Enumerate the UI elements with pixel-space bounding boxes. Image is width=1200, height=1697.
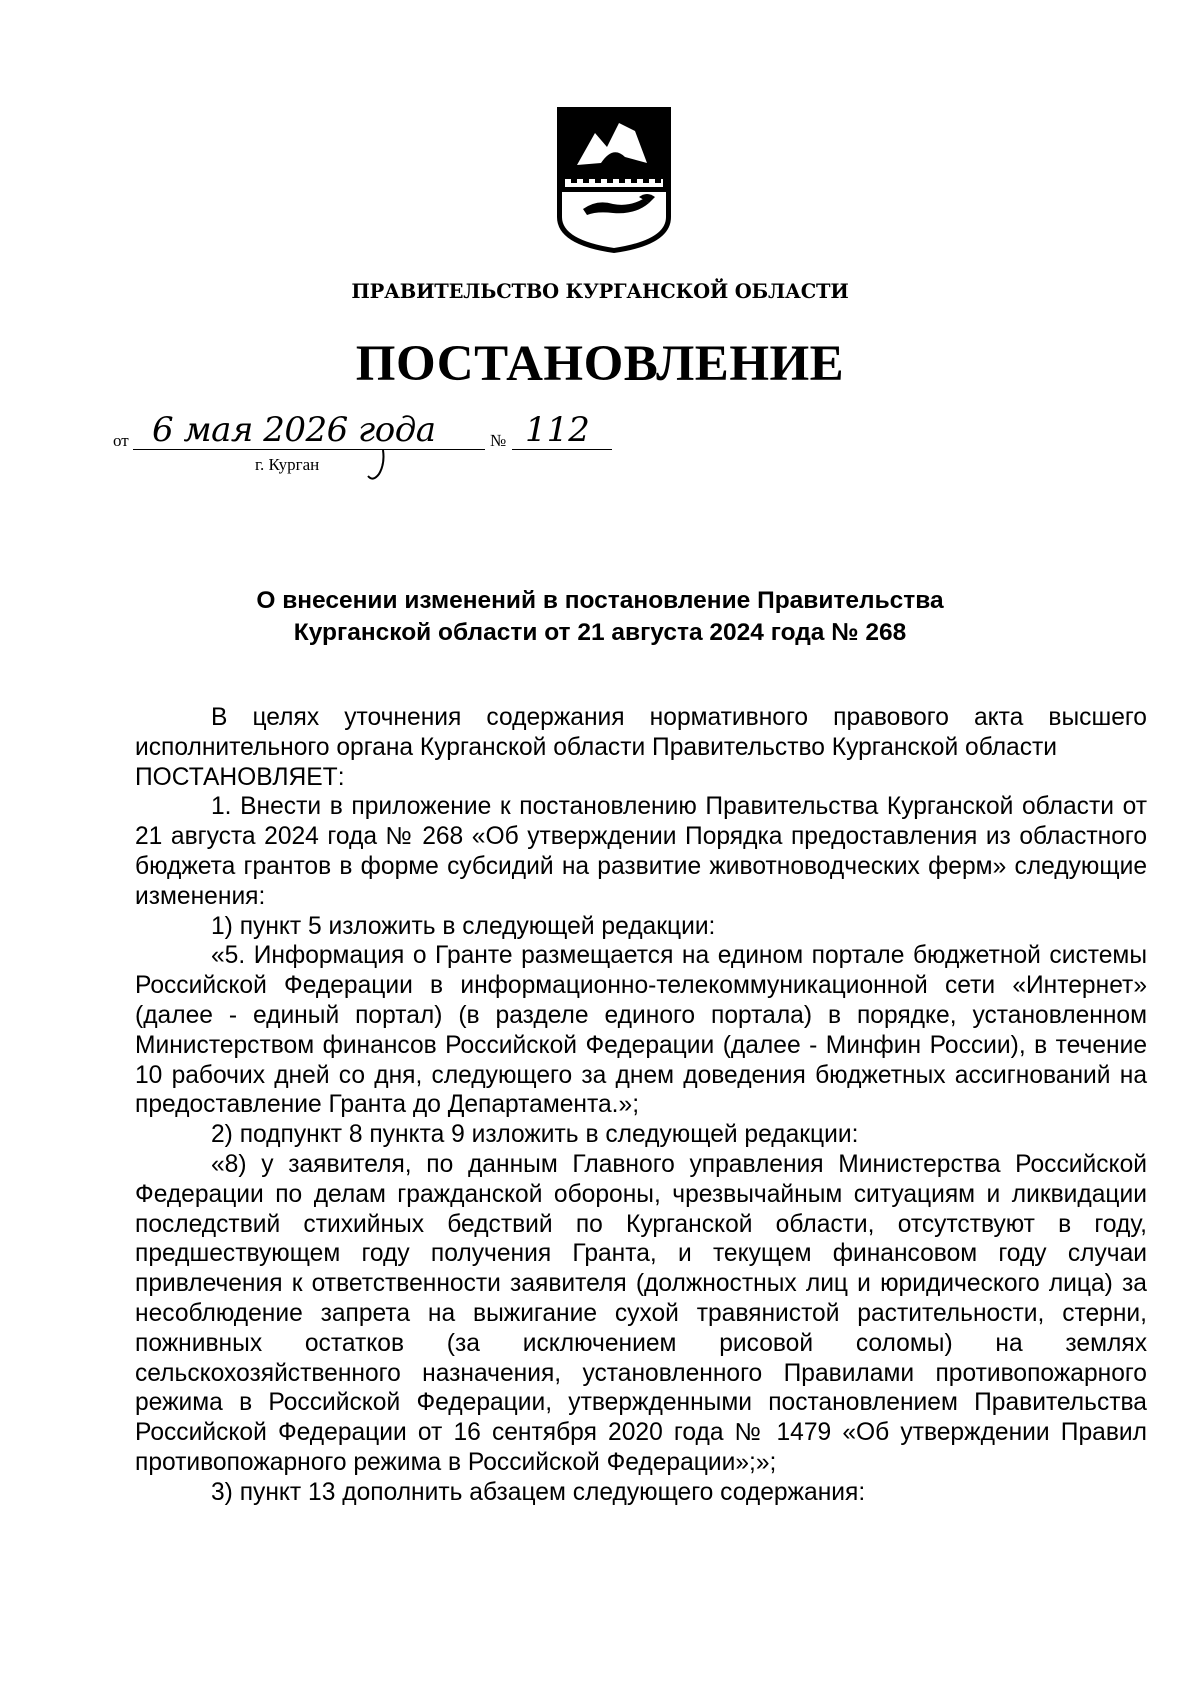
subitem-2-paragraph: 2) подпункт 8 пункта 9 изложить в следующей редакции: [211,1121,859,1149]
kurgan-region-coat-of-arms-icon [555,105,673,255]
subject-line-1: О внесении изменений в постановление Правительства [256,587,944,614]
document-subject [150,585,1050,649]
handwritten-number: 112 [525,410,590,450]
item-1-paragraph: 1. Внести в приложение к постановлению Правительства Курганской области от 21 августа 2024 года № 268 «Об утверждении Порядка предоставления из областного бюджета грантов в форме субсидий на развитие животноводческих ферм» следующие изменения: [135,793,1147,910]
date-prefix: от [113,431,129,450]
subitem-3-paragraph: 3) пункт 13 дополнить абзацем следующего содержания: [211,1478,866,1506]
subject-line-2: Курганской области от 21 августа 2024 года № 268 [293,619,907,646]
document-body [135,703,1147,1508]
organization-name: ПРАВИТЕЛЬСТВО КУРГАНСКОЙ ОБЛАСТИ [351,280,849,303]
point-5-text-paragraph: «5. Информация о Гранте размещается на едином портале бюджетной системы Российской Федерации в информационно-телекоммуникационной сети «Интернет» (далее - единый портал) (в разделе единого портала) в порядке, установленном Министерством финансов Российской Федерации (далее - Минфин России), в течение 10 рабочих дней со дня, следующего за днем доведения бюджетных ассигнований на предоставление Гранта до Департамента.»; [135,942,1147,1119]
number-label: № [490,431,507,450]
resolves-word: ПОСТАНОВЛЯЕТ: [135,763,345,791]
city-label: г. Курган [255,455,320,474]
handwritten-date: 6 мая 2026 года [152,410,436,450]
preamble-paragraph: В целях уточнения содержания нормативного правового акта высшего исполнительного органа Курганской области Правительство Курганской области [135,704,1147,761]
document-type-title: ПОСТАНОВЛЕНИЕ [355,336,845,392]
subitem-1-paragraph: 1) пункт 5 изложить в следующей редакции: [211,912,716,940]
subpoint-8-text-paragraph: «8) у заявителя, по данным Главного управления Министерства Российской Федерации по делам гражданской обороны, чрезвычайным ситуациям и ликвидации последствий стихийных бедствий по Курганской области, отсутствуют в году, предшествующем году получения Гранта, и текущем финансовом году случаи привлечения к ответственности заявителя (должностных лиц и юридического лица) за несоблюдение запрета на выжигание сухой травянистой растительности, стерни, пожнивных остатков (за исключением рисовой соломы) на землях сельскохозяйственного назначения, установленного Правилами противопожарного режима в Российской Федерации, утвержденными постановлением Правительства Российской Федерации от 16 сентября 2020 года № 1479 «Об утверждении Правил противопожарного режима в Российской Федерации»;»; [135,1150,1147,1476]
handwriting-stroke [365,448,389,484]
